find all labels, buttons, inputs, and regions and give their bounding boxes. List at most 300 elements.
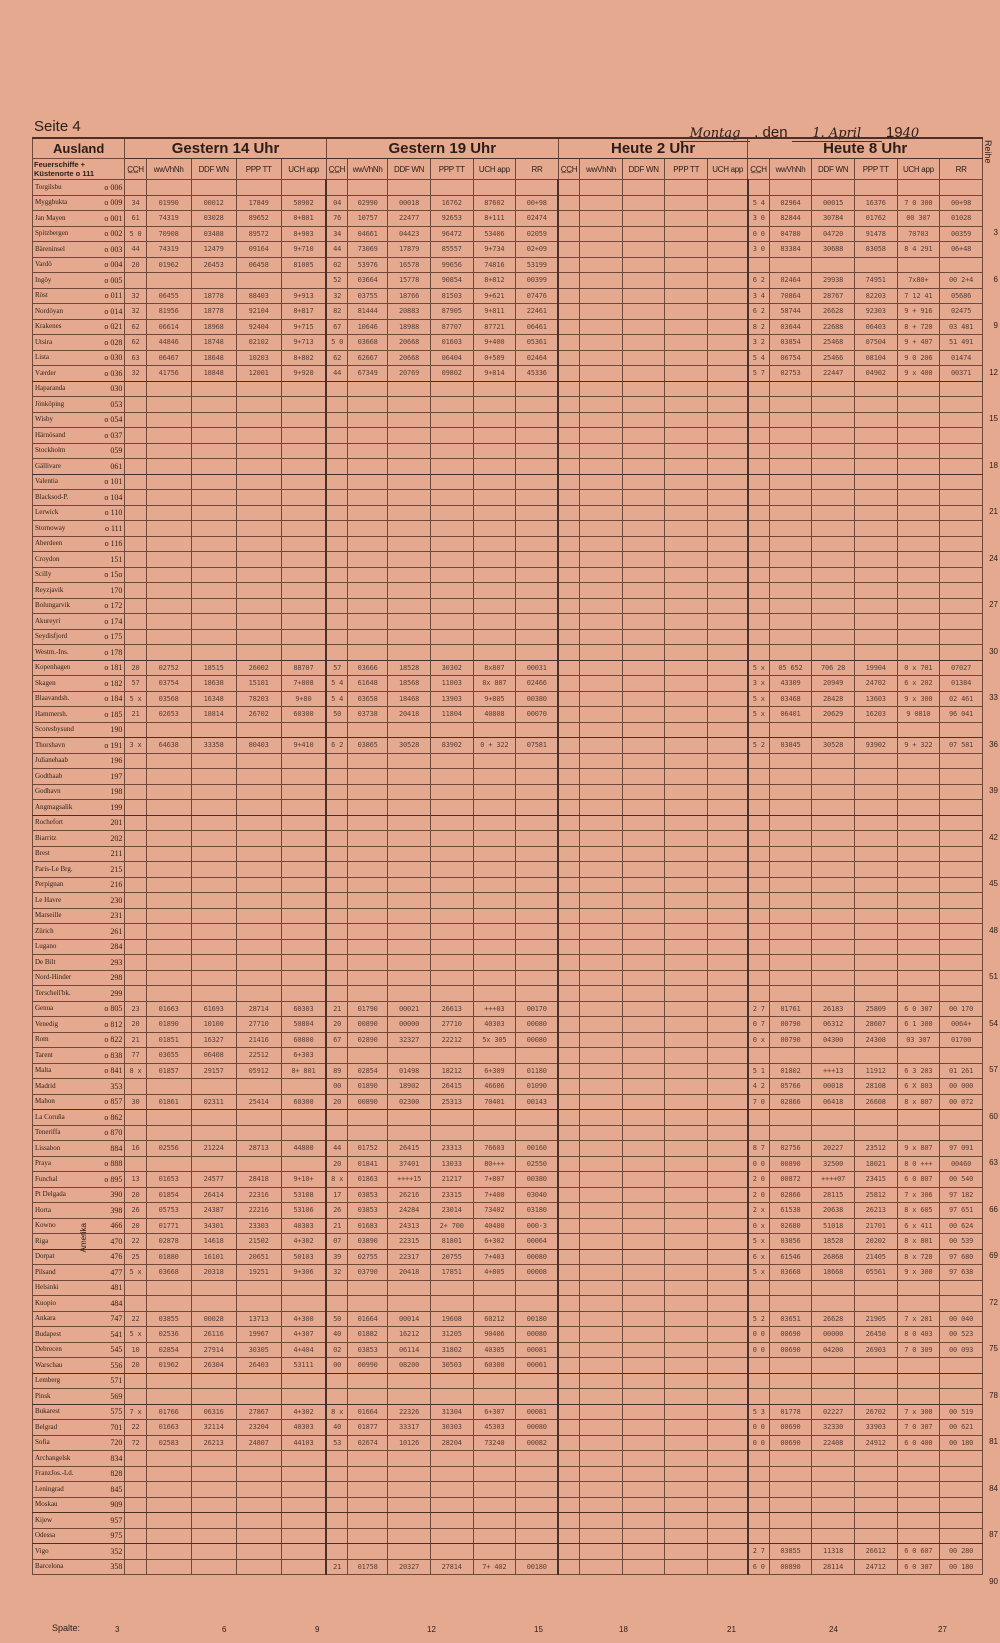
observation-cell bbox=[897, 583, 940, 599]
observation-cell bbox=[769, 505, 812, 521]
observation-cell bbox=[708, 598, 748, 614]
observation-cell bbox=[748, 769, 769, 785]
observation-cell bbox=[516, 831, 559, 847]
observation-cell bbox=[748, 1048, 769, 1064]
observation-cell bbox=[748, 381, 769, 397]
station-name: Perpignan bbox=[35, 880, 64, 889]
station-name: Pinsk bbox=[35, 1391, 51, 1400]
observation-cell: 03890 bbox=[348, 1234, 388, 1250]
observation-cell: 53199 bbox=[516, 257, 559, 273]
observation-cell bbox=[430, 567, 473, 583]
observation-cell bbox=[622, 180, 665, 196]
observation-cell bbox=[326, 769, 347, 785]
observation-cell: 7 0 300 bbox=[897, 195, 940, 211]
observation-cell bbox=[516, 815, 559, 831]
observation-cell bbox=[622, 459, 665, 475]
station-row bbox=[33, 800, 983, 816]
observation-cell bbox=[622, 195, 665, 211]
observation-cell bbox=[430, 397, 473, 413]
observation-cell bbox=[812, 846, 855, 862]
row-number: 51 bbox=[989, 972, 998, 981]
observation-cell: 00371 bbox=[940, 366, 983, 382]
observation-cell bbox=[708, 1172, 748, 1188]
observation-cell bbox=[388, 862, 431, 878]
observation-cell bbox=[516, 1280, 559, 1296]
observation-cell bbox=[580, 1482, 623, 1498]
observation-cell: 23315 bbox=[430, 1187, 473, 1203]
observation-cell bbox=[665, 505, 708, 521]
station-name: Riga bbox=[35, 1236, 49, 1245]
observation-cell bbox=[348, 784, 388, 800]
observation-cell bbox=[430, 1373, 473, 1389]
observation-cell bbox=[622, 691, 665, 707]
observation-cell bbox=[236, 955, 281, 971]
observation-cell: 40303 bbox=[473, 1017, 516, 1033]
observation-cell bbox=[708, 242, 748, 258]
observation-cell: 4+300 bbox=[281, 1311, 326, 1327]
station-row bbox=[33, 1544, 983, 1560]
observation-cell bbox=[125, 443, 146, 459]
observation-cell bbox=[940, 645, 983, 661]
observation-cell: 53111 bbox=[281, 1358, 326, 1374]
station-name-cell bbox=[33, 211, 125, 227]
observation-cell: 67 bbox=[326, 1032, 347, 1048]
observation-cell bbox=[558, 1497, 579, 1513]
observation-cell bbox=[146, 1482, 191, 1498]
observation-cell: 20 bbox=[125, 660, 146, 676]
observation-cell: 50103 bbox=[281, 1249, 326, 1265]
observation-cell bbox=[897, 1389, 940, 1405]
observation-cell bbox=[622, 505, 665, 521]
observation-cell bbox=[665, 521, 708, 537]
observation-cell bbox=[580, 800, 623, 816]
observation-cell bbox=[580, 1032, 623, 1048]
observation-cell bbox=[558, 583, 579, 599]
observation-cell: 05686 bbox=[940, 288, 983, 304]
observation-cell bbox=[622, 350, 665, 366]
observation-cell bbox=[854, 862, 897, 878]
observation-cell: 74951 bbox=[854, 273, 897, 289]
observation-cell: 21502 bbox=[236, 1234, 281, 1250]
observation-cell: 26453 bbox=[191, 257, 236, 273]
observation-cell: 01758 bbox=[348, 1559, 388, 1575]
observation-cell bbox=[580, 273, 623, 289]
observation-cell bbox=[897, 1466, 940, 1482]
observation-cell bbox=[388, 505, 431, 521]
observation-cell bbox=[558, 474, 579, 490]
station-name-cell bbox=[33, 831, 125, 847]
observation-cell bbox=[580, 304, 623, 320]
observation-cell bbox=[748, 1373, 769, 1389]
observation-cell bbox=[940, 397, 983, 413]
observation-cell: 23303 bbox=[236, 1218, 281, 1234]
station-name: Julianehaab bbox=[35, 756, 69, 765]
row-number: 27 bbox=[989, 600, 998, 609]
observation-cell: 00+98 bbox=[940, 195, 983, 211]
observation-cell bbox=[708, 335, 748, 351]
observation-cell bbox=[580, 412, 623, 428]
observation-cell: 9 x 300 bbox=[897, 691, 940, 707]
observation-cell: 2 x bbox=[748, 1203, 769, 1219]
station-row bbox=[33, 1156, 983, 1172]
station-name-cell bbox=[33, 521, 125, 537]
station-row bbox=[33, 521, 983, 537]
observation-cell bbox=[558, 753, 579, 769]
observation-cell bbox=[769, 846, 812, 862]
observation-cell bbox=[622, 1063, 665, 1079]
observation-cell bbox=[558, 908, 579, 924]
observation-cell bbox=[281, 846, 326, 862]
observation-cell bbox=[897, 955, 940, 971]
row-number: 15 bbox=[989, 414, 998, 423]
observation-cell: 07476 bbox=[516, 288, 559, 304]
observation-cell bbox=[708, 939, 748, 955]
station-row bbox=[33, 288, 983, 304]
corner-title: Ausland bbox=[33, 138, 125, 159]
observation-cell bbox=[281, 1389, 326, 1405]
station-number: 230 bbox=[110, 895, 123, 905]
observation-cell: 00690 bbox=[769, 1420, 812, 1436]
observation-cell: 03658 bbox=[348, 691, 388, 707]
observation-cell bbox=[558, 242, 579, 258]
observation-cell bbox=[473, 908, 516, 924]
observation-cell: 18988 bbox=[388, 319, 431, 335]
observation-cell: 5 4 bbox=[748, 195, 769, 211]
station-name: Haparanda bbox=[35, 384, 66, 393]
observation-cell bbox=[191, 908, 236, 924]
observation-cell bbox=[708, 195, 748, 211]
station-name: Wisby bbox=[35, 415, 53, 424]
observation-cell bbox=[388, 908, 431, 924]
observation-cell bbox=[236, 614, 281, 630]
station-name: Vardö bbox=[35, 260, 52, 269]
station-number: 293 bbox=[110, 957, 123, 967]
station-name-cell bbox=[33, 583, 125, 599]
observation-cell bbox=[854, 1048, 897, 1064]
observation-cell: 26628 bbox=[812, 304, 855, 320]
observation-cell bbox=[665, 862, 708, 878]
observation-cell bbox=[473, 1296, 516, 1312]
observation-cell: 39 bbox=[326, 1249, 347, 1265]
observation-cell: 40 bbox=[326, 1327, 347, 1343]
observation-cell bbox=[326, 1125, 347, 1141]
observation-cell bbox=[125, 536, 146, 552]
station-number: 216 bbox=[110, 880, 123, 890]
observation-cell bbox=[580, 1187, 623, 1203]
row-number: 81 bbox=[989, 1437, 998, 1446]
observation-cell bbox=[580, 1528, 623, 1544]
observation-cell bbox=[191, 1451, 236, 1467]
observation-cell bbox=[940, 474, 983, 490]
observation-cell bbox=[665, 1435, 708, 1451]
observation-table bbox=[32, 137, 983, 1575]
station-name: Le Havre bbox=[35, 895, 62, 904]
observation-cell: 73240 bbox=[473, 1435, 516, 1451]
observation-cell bbox=[125, 490, 146, 506]
observation-cell bbox=[622, 1032, 665, 1048]
observation-cell bbox=[473, 567, 516, 583]
observation-cell bbox=[125, 877, 146, 893]
observation-cell: 00872 bbox=[769, 1172, 812, 1188]
observation-cell bbox=[897, 505, 940, 521]
observation-cell bbox=[125, 180, 146, 196]
observation-cell bbox=[558, 1063, 579, 1079]
observation-cell bbox=[769, 428, 812, 444]
observation-cell bbox=[236, 815, 281, 831]
observation-cell: 70908 bbox=[146, 226, 191, 242]
station-number: 701 bbox=[110, 1422, 123, 1432]
observation-cell: 20 bbox=[125, 1218, 146, 1234]
station-name: Biarritz bbox=[35, 833, 57, 842]
station-number: 261 bbox=[110, 926, 123, 936]
observation-cell bbox=[236, 1373, 281, 1389]
observation-cell bbox=[580, 1327, 623, 1343]
observation-cell bbox=[665, 769, 708, 785]
column-header: C̲C̲H bbox=[748, 159, 769, 180]
observation-cell: 20 bbox=[326, 1156, 347, 1172]
observation-cell: 03853 bbox=[348, 1203, 388, 1219]
observation-cell: 06754 bbox=[769, 350, 812, 366]
observation-cell: 18212 bbox=[430, 1063, 473, 1079]
observation-cell bbox=[897, 769, 940, 785]
observation-cell: 8+812 bbox=[473, 273, 516, 289]
observation-cell bbox=[665, 1358, 708, 1374]
observation-cell bbox=[146, 273, 191, 289]
observation-cell bbox=[558, 1513, 579, 1529]
observation-cell bbox=[236, 273, 281, 289]
observation-cell bbox=[191, 645, 236, 661]
observation-cell bbox=[348, 1125, 388, 1141]
observation-cell bbox=[580, 583, 623, 599]
station-number: o 054 bbox=[104, 415, 123, 425]
observation-cell bbox=[854, 1373, 897, 1389]
observation-cell: 06312 bbox=[812, 1017, 855, 1033]
observation-cell: 32 bbox=[125, 366, 146, 382]
observation-cell bbox=[516, 1482, 559, 1498]
observation-cell: 9 x 300 bbox=[897, 1265, 940, 1281]
observation-cell bbox=[665, 1389, 708, 1405]
observation-cell bbox=[125, 955, 146, 971]
station-row bbox=[33, 893, 983, 909]
observation-cell bbox=[708, 614, 748, 630]
row-number: 63 bbox=[989, 1158, 998, 1167]
station-row bbox=[33, 195, 983, 211]
station-row bbox=[33, 1141, 983, 1157]
observation-cell bbox=[558, 1017, 579, 1033]
observation-cell bbox=[812, 1110, 855, 1126]
observation-cell bbox=[348, 1280, 388, 1296]
observation-cell: 97 651 bbox=[940, 1203, 983, 1219]
observation-cell bbox=[326, 1048, 347, 1064]
observation-cell: 28607 bbox=[854, 1017, 897, 1033]
year-prefix: 19 bbox=[885, 124, 903, 141]
observation-cell bbox=[191, 1110, 236, 1126]
observation-cell bbox=[708, 1249, 748, 1265]
observation-cell bbox=[558, 1559, 579, 1575]
observation-cell bbox=[748, 567, 769, 583]
observation-cell bbox=[769, 970, 812, 986]
observation-cell: 8+817 bbox=[281, 304, 326, 320]
observation-cell bbox=[748, 1280, 769, 1296]
observation-cell: 26 bbox=[125, 1203, 146, 1219]
observation-cell bbox=[558, 195, 579, 211]
observation-cell: 03028 bbox=[191, 211, 236, 227]
observation-cell bbox=[348, 521, 388, 537]
observation-cell bbox=[146, 846, 191, 862]
observation-cell bbox=[665, 645, 708, 661]
observation-cell: 3 2 bbox=[748, 335, 769, 351]
station-number: o 822 bbox=[104, 1035, 123, 1045]
observation-cell bbox=[473, 722, 516, 738]
observation-cell: 07 581 bbox=[940, 738, 983, 754]
observation-cell bbox=[558, 211, 579, 227]
observation-cell: 83384 bbox=[769, 242, 812, 258]
observation-cell bbox=[281, 1156, 326, 1172]
observation-cell bbox=[125, 815, 146, 831]
observation-cell: 02466 bbox=[516, 676, 559, 692]
observation-cell bbox=[388, 1497, 431, 1513]
observation-cell bbox=[348, 955, 388, 971]
observation-cell: 06403 bbox=[854, 319, 897, 335]
observation-cell bbox=[473, 1373, 516, 1389]
observation-cell bbox=[125, 1451, 146, 1467]
observation-cell: 21217 bbox=[430, 1172, 473, 1188]
observation-cell bbox=[897, 490, 940, 506]
observation-cell bbox=[854, 1358, 897, 1374]
station-name-cell bbox=[33, 319, 125, 335]
observation-cell: 00008 bbox=[516, 1265, 559, 1281]
observation-cell bbox=[580, 598, 623, 614]
observation-cell: 20 bbox=[125, 257, 146, 273]
observation-cell: 01663 bbox=[146, 1420, 191, 1436]
observation-cell bbox=[236, 1482, 281, 1498]
observation-cell: 2 7 bbox=[748, 1544, 769, 1560]
observation-cell bbox=[665, 1420, 708, 1436]
observation-cell: 00031 bbox=[516, 660, 559, 676]
observation-cell: 82844 bbox=[769, 211, 812, 227]
observation-cell bbox=[708, 412, 748, 428]
observation-cell bbox=[622, 1466, 665, 1482]
column-number: 24 bbox=[829, 1625, 838, 1634]
observation-cell: 23 bbox=[125, 1001, 146, 1017]
observation-cell bbox=[125, 908, 146, 924]
observation-cell bbox=[516, 180, 559, 196]
observation-cell: 23204 bbox=[236, 1420, 281, 1436]
observation-cell: 00890 bbox=[348, 1094, 388, 1110]
observation-cell bbox=[281, 1125, 326, 1141]
observation-cell bbox=[558, 335, 579, 351]
observation-cell bbox=[146, 1544, 191, 1560]
observation-cell bbox=[191, 598, 236, 614]
observation-cell bbox=[748, 490, 769, 506]
observation-cell bbox=[708, 1420, 748, 1436]
observation-cell bbox=[708, 319, 748, 335]
row-number: 9 bbox=[993, 321, 998, 330]
observation-cell bbox=[348, 877, 388, 893]
observation-cell bbox=[622, 273, 665, 289]
station-name: Sofia bbox=[35, 1438, 50, 1447]
observation-cell bbox=[516, 877, 559, 893]
observation-cell bbox=[665, 552, 708, 568]
observation-cell: 04720 bbox=[812, 226, 855, 242]
station-name: Torgilsbu bbox=[35, 182, 62, 191]
observation-cell bbox=[558, 1389, 579, 1405]
observation-cell bbox=[580, 366, 623, 382]
column-number: 3 bbox=[115, 1625, 120, 1634]
station-number: 298 bbox=[110, 973, 123, 983]
observation-cell bbox=[558, 629, 579, 645]
station-name-cell bbox=[33, 1280, 125, 1296]
observation-cell: 32114 bbox=[191, 1420, 236, 1436]
observation-cell bbox=[748, 924, 769, 940]
observation-cell: 05361 bbox=[516, 335, 559, 351]
station-row bbox=[33, 1513, 983, 1529]
observation-cell: 21 bbox=[326, 1218, 347, 1234]
observation-cell: 00064 bbox=[516, 1234, 559, 1250]
station-name-cell bbox=[33, 1451, 125, 1467]
observation-cell bbox=[940, 800, 983, 816]
observation-cell: 28418 bbox=[236, 1172, 281, 1188]
observation-cell bbox=[708, 676, 748, 692]
observation-cell bbox=[708, 567, 748, 583]
observation-cell: 0 0 bbox=[748, 1327, 769, 1343]
station-row bbox=[33, 1001, 983, 1017]
observation-cell bbox=[622, 474, 665, 490]
station-name: Bukarest bbox=[35, 1407, 60, 1416]
observation-cell: 9+410 bbox=[281, 738, 326, 754]
observation-cell bbox=[854, 505, 897, 521]
observation-cell: 00890 bbox=[769, 1156, 812, 1172]
observation-cell: 03040 bbox=[516, 1187, 559, 1203]
observation-cell: 01653 bbox=[146, 1172, 191, 1188]
station-row bbox=[33, 1358, 983, 1374]
column-number: 15 bbox=[534, 1625, 543, 1634]
observation-cell bbox=[326, 1280, 347, 1296]
observation-cell: 01990 bbox=[146, 195, 191, 211]
observation-cell: 62 bbox=[326, 350, 347, 366]
observation-cell bbox=[622, 319, 665, 335]
observation-cell bbox=[191, 769, 236, 785]
observation-cell: 4+307 bbox=[281, 1327, 326, 1343]
observation-cell bbox=[281, 970, 326, 986]
observation-cell bbox=[281, 273, 326, 289]
observation-cell bbox=[348, 893, 388, 909]
observation-cell bbox=[348, 645, 388, 661]
observation-cell bbox=[236, 908, 281, 924]
station-name: Paris-Le Brg. bbox=[35, 864, 73, 873]
observation-cell bbox=[191, 474, 236, 490]
station-row bbox=[33, 211, 983, 227]
observation-cell bbox=[236, 536, 281, 552]
observation-cell bbox=[940, 443, 983, 459]
station-name-cell bbox=[33, 1187, 125, 1203]
station-name: Jan Mayen bbox=[35, 213, 66, 222]
observation-cell bbox=[708, 381, 748, 397]
observation-cell: ++++07 bbox=[812, 1172, 855, 1188]
observation-cell bbox=[348, 831, 388, 847]
observation-cell: 17849 bbox=[236, 195, 281, 211]
observation-cell: 24387 bbox=[191, 1203, 236, 1219]
observation-cell: 21416 bbox=[236, 1032, 281, 1048]
observation-cell bbox=[326, 552, 347, 568]
observation-cell bbox=[430, 800, 473, 816]
observation-cell bbox=[940, 753, 983, 769]
observation-cell bbox=[708, 1466, 748, 1482]
observation-cell bbox=[665, 397, 708, 413]
observation-cell: 5 2 bbox=[748, 1311, 769, 1327]
observation-cell bbox=[940, 1451, 983, 1467]
observation-cell bbox=[281, 629, 326, 645]
